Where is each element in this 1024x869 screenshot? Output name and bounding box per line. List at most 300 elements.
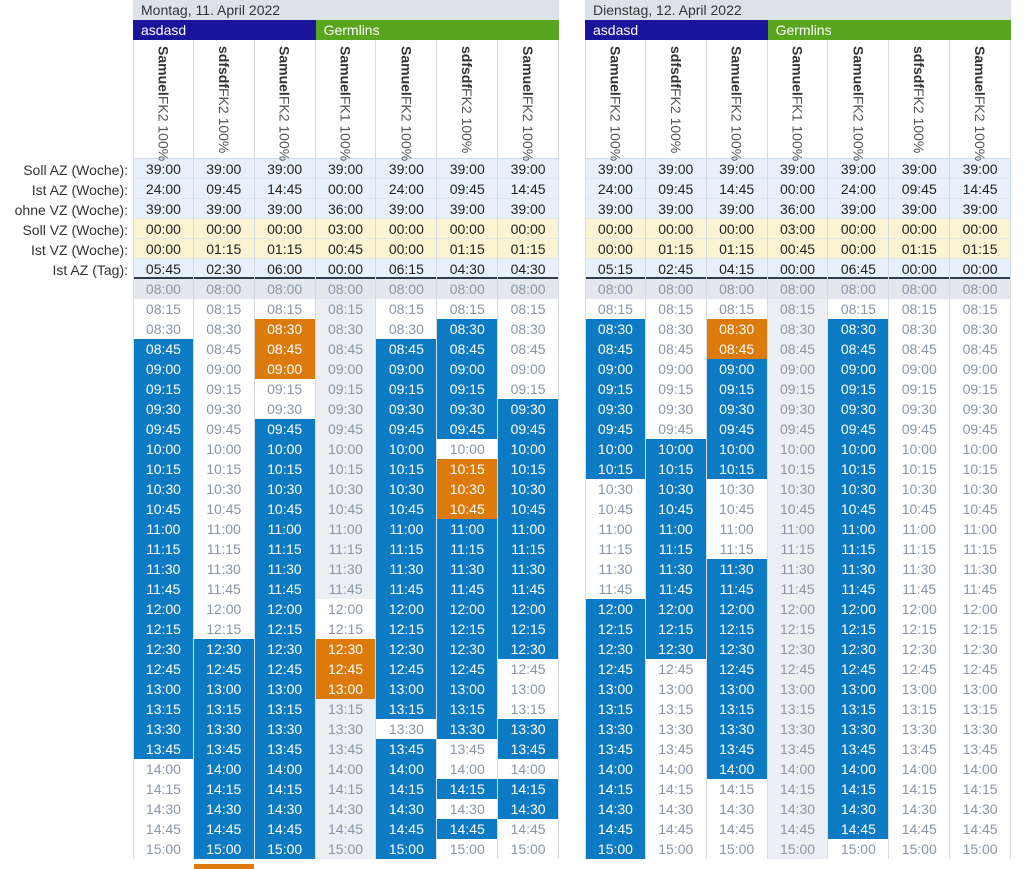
time-slot[interactable]: 08:15 — [828, 299, 888, 319]
time-slot[interactable]: 11:45 — [194, 579, 254, 599]
time-slot[interactable]: 14:15 — [498, 779, 558, 799]
time-slot[interactable]: 11:00 — [889, 519, 949, 539]
time-slot[interactable]: 14:00 — [707, 759, 767, 779]
time-slot[interactable]: 11:30 — [498, 559, 558, 579]
time-slot[interactable]: 12:45 — [194, 659, 254, 679]
time-slot[interactable]: 14:45 — [194, 819, 254, 839]
time-slot[interactable]: 10:15 — [889, 459, 949, 479]
time-slot[interactable]: 15:00 — [586, 839, 645, 859]
time-slot[interactable]: 11:15 — [950, 539, 1010, 559]
time-slot[interactable]: 08:15 — [376, 299, 436, 319]
time-slot[interactable]: 08:30 — [768, 319, 828, 339]
time-slot[interactable]: 13:45 — [194, 739, 254, 759]
time-slot[interactable]: 14:45 — [255, 819, 315, 839]
time-slot[interactable]: 13:45 — [376, 739, 436, 759]
time-slot[interactable]: 09:30 — [437, 399, 497, 419]
time-slot[interactable]: 10:00 — [646, 439, 706, 459]
time-slot[interactable]: 12:15 — [707, 619, 767, 639]
time-slot[interactable]: 08:45 — [950, 339, 1010, 359]
time-slot[interactable]: 15:00 — [437, 839, 497, 859]
time-slot[interactable]: 14:45 — [646, 819, 706, 839]
time-slot[interactable]: 12:00 — [376, 599, 436, 619]
time-slot[interactable]: 13:45 — [768, 739, 828, 759]
time-slot[interactable]: 13:45 — [316, 739, 376, 759]
time-slot[interactable]: 11:00 — [646, 519, 706, 539]
time-slot[interactable]: 08:30 — [707, 319, 767, 339]
time-slot[interactable]: 13:45 — [134, 739, 193, 759]
time-slot[interactable]: 08:30 — [316, 319, 376, 339]
time-slot[interactable]: 11:30 — [437, 559, 497, 579]
time-slot[interactable]: 13:30 — [586, 719, 645, 739]
time-slot[interactable]: 11:45 — [950, 579, 1010, 599]
time-slot[interactable]: 14:30 — [707, 799, 767, 819]
time-slot[interactable]: 11:30 — [316, 559, 376, 579]
time-slot[interactable]: 11:00 — [828, 519, 888, 539]
time-slot[interactable]: 14:30 — [586, 799, 645, 819]
time-slot[interactable]: 13:00 — [828, 679, 888, 699]
time-slot[interactable]: 10:00 — [498, 439, 558, 459]
time-slot[interactable]: 09:15 — [194, 379, 254, 399]
time-slot[interactable]: 10:45 — [889, 499, 949, 519]
time-slot[interactable]: 13:00 — [950, 679, 1010, 699]
time-slot[interactable]: 08:30 — [194, 319, 254, 339]
time-slot[interactable]: 10:45 — [134, 499, 193, 519]
time-slot[interactable]: 13:15 — [889, 699, 949, 719]
time-slot[interactable]: 08:00 — [316, 279, 376, 299]
time-slot[interactable]: 10:30 — [707, 479, 767, 499]
time-slot[interactable]: 11:45 — [498, 579, 558, 599]
time-slot[interactable]: 14:45 — [376, 819, 436, 839]
time-slot[interactable]: 14:45 — [586, 819, 645, 839]
time-slot[interactable]: 10:30 — [768, 479, 828, 499]
time-slot[interactable]: 13:30 — [646, 719, 706, 739]
time-slot[interactable]: 12:00 — [255, 599, 315, 619]
time-slot[interactable]: 11:30 — [646, 559, 706, 579]
time-slot[interactable]: 14:30 — [768, 799, 828, 819]
time-slot[interactable]: 09:30 — [707, 399, 767, 419]
time-slot[interactable]: 12:45 — [437, 659, 497, 679]
time-slot[interactable]: 08:30 — [134, 319, 193, 339]
time-slot[interactable]: 09:15 — [768, 379, 828, 399]
time-slot[interactable]: 13:15 — [828, 699, 888, 719]
time-slot[interactable]: 11:45 — [255, 579, 315, 599]
time-slot[interactable]: 08:15 — [194, 299, 254, 319]
time-slot[interactable]: 10:15 — [376, 459, 436, 479]
time-slot[interactable]: 11:30 — [950, 559, 1010, 579]
time-slot[interactable]: 12:45 — [768, 659, 828, 679]
time-slot[interactable]: 13:15 — [707, 699, 767, 719]
time-slot[interactable]: 13:00 — [316, 679, 376, 699]
time-slot[interactable]: 12:45 — [586, 659, 645, 679]
time-slot[interactable]: 09:15 — [134, 379, 193, 399]
time-slot[interactable]: 14:15 — [316, 779, 376, 799]
time-slot[interactable]: 11:15 — [316, 539, 376, 559]
time-slot[interactable]: 10:15 — [316, 459, 376, 479]
time-slot[interactable]: 13:45 — [255, 739, 315, 759]
time-slot[interactable]: 09:45 — [498, 419, 558, 439]
time-slot[interactable]: 09:30 — [316, 399, 376, 419]
time-slot[interactable]: 10:30 — [646, 479, 706, 499]
time-slot[interactable]: 13:15 — [316, 699, 376, 719]
time-slot[interactable]: 14:30 — [437, 799, 497, 819]
time-slot[interactable]: 11:30 — [889, 559, 949, 579]
time-slot[interactable]: 08:00 — [437, 279, 497, 299]
time-slot[interactable]: 08:45 — [437, 339, 497, 359]
time-slot[interactable]: 08:30 — [586, 319, 645, 339]
time-slot[interactable]: 12:15 — [646, 619, 706, 639]
time-slot[interactable]: 15:00 — [255, 839, 315, 859]
time-slot[interactable]: 12:45 — [646, 659, 706, 679]
time-slot[interactable]: 11:15 — [768, 539, 828, 559]
time-slot[interactable]: 10:00 — [768, 439, 828, 459]
time-slot[interactable]: 09:45 — [950, 419, 1010, 439]
employee-header[interactable] — [316, 40, 376, 162]
time-slot[interactable]: 12:15 — [828, 619, 888, 639]
time-slot[interactable]: 12:15 — [889, 619, 949, 639]
time-slot[interactable]: 13:45 — [889, 739, 949, 759]
time-slot[interactable]: 12:30 — [707, 639, 767, 659]
time-slot[interactable]: 12:00 — [316, 599, 376, 619]
time-slot[interactable]: 10:15 — [255, 459, 315, 479]
time-slot[interactable]: 11:00 — [255, 519, 315, 539]
time-slot[interactable]: 12:15 — [950, 619, 1010, 639]
time-slot[interactable]: 13:00 — [194, 679, 254, 699]
time-slot[interactable]: 14:30 — [194, 799, 254, 819]
time-slot[interactable]: 13:00 — [707, 679, 767, 699]
time-slot[interactable]: 13:00 — [498, 679, 558, 699]
time-slot[interactable]: 10:00 — [255, 439, 315, 459]
time-slot[interactable]: 08:00 — [828, 279, 888, 299]
time-slot[interactable]: 08:45 — [498, 339, 558, 359]
time-slot[interactable]: 09:30 — [376, 399, 436, 419]
time-slot[interactable]: 09:00 — [950, 359, 1010, 379]
employee-header[interactable] — [437, 40, 497, 159]
time-slot[interactable]: 13:30 — [768, 719, 828, 739]
time-slot[interactable]: 14:00 — [255, 759, 315, 779]
time-slot[interactable]: 12:15 — [134, 619, 193, 639]
time-slot[interactable]: 14:15 — [134, 779, 193, 799]
time-slot[interactable]: 13:30 — [376, 719, 436, 739]
time-slot[interactable]: 14:00 — [828, 759, 888, 779]
time-slot[interactable]: 14:15 — [950, 779, 1010, 799]
time-slot[interactable]: 08:15 — [437, 299, 497, 319]
time-slot[interactable]: 09:15 — [255, 379, 315, 399]
time-slot[interactable]: 10:15 — [950, 459, 1010, 479]
time-slot[interactable]: 14:30 — [646, 799, 706, 819]
time-slot[interactable]: 08:45 — [768, 339, 828, 359]
time-slot[interactable]: 14:30 — [255, 799, 315, 819]
time-slot[interactable]: 14:15 — [376, 779, 436, 799]
time-slot[interactable]: 09:30 — [950, 399, 1010, 419]
time-slot[interactable]: 09:00 — [707, 359, 767, 379]
time-slot[interactable]: 14:15 — [646, 779, 706, 799]
time-slot[interactable]: 13:30 — [498, 719, 558, 739]
time-slot[interactable]: 14:00 — [950, 759, 1010, 779]
time-slot[interactable]: 08:30 — [828, 319, 888, 339]
time-slot[interactable]: 11:30 — [768, 559, 828, 579]
time-slot[interactable]: 09:15 — [437, 379, 497, 399]
time-slot[interactable]: 10:00 — [828, 439, 888, 459]
time-slot[interactable]: 09:15 — [828, 379, 888, 399]
time-slot[interactable]: 13:15 — [646, 699, 706, 719]
time-slot[interactable]: 08:15 — [586, 299, 645, 319]
time-slot[interactable]: 08:30 — [498, 319, 558, 339]
time-slot[interactable]: 09:45 — [194, 419, 254, 439]
time-slot[interactable]: 14:15 — [194, 779, 254, 799]
time-slot[interactable]: 15:00 — [707, 839, 767, 859]
time-slot[interactable]: 12:00 — [498, 599, 558, 619]
time-slot[interactable]: 12:00 — [646, 599, 706, 619]
time-slot[interactable]: 08:00 — [498, 279, 558, 299]
time-slot[interactable]: 13:45 — [586, 739, 645, 759]
time-slot[interactable]: 10:15 — [768, 459, 828, 479]
time-slot[interactable]: 11:15 — [646, 539, 706, 559]
time-slot[interactable]: 12:00 — [134, 599, 193, 619]
time-slot[interactable]: 13:00 — [646, 679, 706, 699]
time-slot[interactable]: 12:00 — [707, 599, 767, 619]
time-slot[interactable]: 12:45 — [828, 659, 888, 679]
time-slot[interactable]: 08:15 — [255, 299, 315, 319]
time-slot[interactable]: 15:00 — [828, 839, 888, 859]
time-slot[interactable]: 08:15 — [768, 299, 828, 319]
time-slot[interactable]: 09:30 — [194, 399, 254, 419]
time-slot[interactable]: 08:00 — [646, 279, 706, 299]
time-slot[interactable]: 12:45 — [255, 659, 315, 679]
time-slot[interactable]: 10:00 — [889, 439, 949, 459]
time-slot[interactable]: 10:30 — [376, 479, 436, 499]
time-slot[interactable]: 12:45 — [376, 659, 436, 679]
employee-header[interactable] — [889, 40, 949, 159]
time-slot[interactable]: 10:15 — [134, 459, 193, 479]
time-slot[interactable]: 12:15 — [316, 619, 376, 639]
time-slot[interactable]: 14:45 — [134, 819, 193, 839]
time-slot[interactable]: 10:00 — [316, 439, 376, 459]
time-slot[interactable]: 11:15 — [498, 539, 558, 559]
employee-header[interactable] — [828, 40, 888, 162]
time-slot[interactable]: 12:00 — [437, 599, 497, 619]
time-slot[interactable]: 11:15 — [889, 539, 949, 559]
employee-header[interactable] — [707, 40, 767, 162]
time-slot[interactable]: 13:45 — [707, 739, 767, 759]
time-slot[interactable]: 09:00 — [889, 359, 949, 379]
time-slot[interactable]: 09:15 — [646, 379, 706, 399]
time-slot[interactable]: 09:45 — [828, 419, 888, 439]
time-slot[interactable]: 12:30 — [889, 639, 949, 659]
time-slot[interactable]: 12:30 — [134, 639, 193, 659]
time-slot[interactable]: 08:15 — [707, 299, 767, 319]
time-slot[interactable]: 08:00 — [194, 279, 254, 299]
time-slot[interactable]: 13:45 — [950, 739, 1010, 759]
time-slot[interactable]: 12:15 — [376, 619, 436, 639]
time-slot[interactable]: 10:15 — [828, 459, 888, 479]
time-slot[interactable]: 12:00 — [828, 599, 888, 619]
time-slot[interactable]: 09:45 — [255, 419, 315, 439]
time-slot[interactable]: 09:15 — [707, 379, 767, 399]
group-header-germlins[interactable]: Germlins — [768, 20, 1011, 40]
time-slot[interactable]: 11:15 — [134, 539, 193, 559]
time-slot[interactable]: 13:45 — [498, 739, 558, 759]
time-slot[interactable]: 12:45 — [134, 659, 193, 679]
time-slot[interactable]: 12:00 — [889, 599, 949, 619]
time-slot[interactable]: 10:30 — [889, 479, 949, 499]
time-slot[interactable]: 12:30 — [498, 639, 558, 659]
time-slot[interactable]: 11:30 — [707, 559, 767, 579]
time-slot[interactable]: 10:45 — [316, 499, 376, 519]
time-slot[interactable]: 12:30 — [950, 639, 1010, 659]
time-slot[interactable]: 10:45 — [768, 499, 828, 519]
time-slot[interactable]: 09:00 — [498, 359, 558, 379]
time-slot[interactable]: 10:45 — [498, 499, 558, 519]
time-slot[interactable]: 13:30 — [889, 719, 949, 739]
time-slot[interactable]: 08:00 — [707, 279, 767, 299]
time-slot[interactable]: 13:15 — [194, 699, 254, 719]
time-slot[interactable]: 11:15 — [586, 539, 645, 559]
employee-header[interactable] — [194, 40, 254, 159]
time-slot[interactable]: 09:30 — [889, 399, 949, 419]
time-slot[interactable]: 14:30 — [950, 799, 1010, 819]
time-slot[interactable]: 10:30 — [194, 479, 254, 499]
time-slot[interactable]: 11:15 — [376, 539, 436, 559]
time-slot[interactable]: 08:00 — [376, 279, 436, 299]
time-slot[interactable]: 14:15 — [707, 779, 767, 799]
time-slot[interactable]: 13:30 — [316, 719, 376, 739]
time-slot[interactable]: 14:45 — [828, 819, 888, 839]
time-slot[interactable]: 08:45 — [828, 339, 888, 359]
time-slot[interactable]: 11:45 — [828, 579, 888, 599]
time-slot[interactable]: 13:00 — [586, 679, 645, 699]
employee-header[interactable] — [134, 40, 193, 162]
time-slot[interactable]: 11:00 — [376, 519, 436, 539]
time-slot[interactable]: 14:30 — [376, 799, 436, 819]
time-slot[interactable]: 10:00 — [134, 439, 193, 459]
time-slot[interactable]: 10:30 — [316, 479, 376, 499]
time-slot[interactable]: 10:30 — [255, 479, 315, 499]
time-slot[interactable]: 10:30 — [437, 479, 497, 499]
time-slot[interactable]: 11:45 — [437, 579, 497, 599]
time-slot[interactable]: 09:15 — [586, 379, 645, 399]
time-slot[interactable]: 13:15 — [376, 699, 436, 719]
time-slot[interactable]: 13:00 — [376, 679, 436, 699]
time-slot[interactable]: 09:45 — [376, 419, 436, 439]
time-slot[interactable]: 11:30 — [194, 559, 254, 579]
time-slot[interactable]: 12:15 — [586, 619, 645, 639]
time-slot[interactable]: 14:45 — [498, 819, 558, 839]
time-slot[interactable]: 15:00 — [646, 839, 706, 859]
time-slot[interactable]: 09:45 — [707, 419, 767, 439]
time-slot[interactable]: 14:00 — [437, 759, 497, 779]
time-slot[interactable]: 08:45 — [707, 339, 767, 359]
time-slot[interactable]: 08:00 — [255, 279, 315, 299]
time-slot[interactable]: 09:30 — [768, 399, 828, 419]
time-slot[interactable]: 09:45 — [134, 419, 193, 439]
time-slot[interactable]: 08:45 — [194, 339, 254, 359]
time-slot[interactable]: 10:15 — [586, 459, 645, 479]
time-slot[interactable]: 14:45 — [889, 819, 949, 839]
time-slot[interactable]: 14:45 — [316, 819, 376, 839]
time-slot[interactable]: 09:45 — [316, 419, 376, 439]
time-slot[interactable]: 08:45 — [646, 339, 706, 359]
time-slot[interactable]: 08:30 — [437, 319, 497, 339]
time-slot[interactable]: 10:30 — [828, 479, 888, 499]
time-slot[interactable]: 08:30 — [255, 319, 315, 339]
time-slot[interactable]: 11:15 — [255, 539, 315, 559]
time-slot[interactable]: 13:30 — [194, 719, 254, 739]
time-slot[interactable]: 08:15 — [134, 299, 193, 319]
time-slot[interactable]: 09:30 — [646, 399, 706, 419]
time-slot[interactable]: 08:00 — [950, 279, 1010, 299]
time-slot[interactable]: 10:45 — [707, 499, 767, 519]
time-slot[interactable]: 09:00 — [828, 359, 888, 379]
time-slot[interactable]: 09:30 — [134, 399, 193, 419]
time-slot[interactable]: 14:45 — [437, 819, 497, 839]
time-slot[interactable]: 09:00 — [194, 359, 254, 379]
time-slot[interactable]: 09:00 — [255, 359, 315, 379]
time-slot[interactable]: 13:15 — [950, 699, 1010, 719]
time-slot[interactable]: 10:15 — [194, 459, 254, 479]
time-slot[interactable]: 09:00 — [316, 359, 376, 379]
time-slot[interactable]: 13:30 — [950, 719, 1010, 739]
time-slot[interactable]: 14:15 — [889, 779, 949, 799]
time-slot[interactable]: 13:45 — [646, 739, 706, 759]
time-slot[interactable]: 12:00 — [950, 599, 1010, 619]
time-slot[interactable]: 14:00 — [586, 759, 645, 779]
time-slot[interactable]: 12:30 — [194, 639, 254, 659]
time-slot[interactable]: 12:15 — [194, 619, 254, 639]
time-slot[interactable]: 13:15 — [134, 699, 193, 719]
time-slot[interactable]: 14:30 — [498, 799, 558, 819]
time-slot[interactable]: 14:00 — [498, 759, 558, 779]
time-slot[interactable]: 14:15 — [828, 779, 888, 799]
time-slot[interactable]: 11:30 — [828, 559, 888, 579]
time-slot[interactable]: 11:00 — [768, 519, 828, 539]
time-slot[interactable]: 10:15 — [437, 459, 497, 479]
employee-header[interactable] — [586, 40, 645, 162]
time-slot[interactable]: 09:30 — [498, 399, 558, 419]
time-slot[interactable]: 13:15 — [498, 699, 558, 719]
time-slot[interactable]: 10:00 — [586, 439, 645, 459]
time-slot[interactable]: 12:45 — [889, 659, 949, 679]
time-slot[interactable]: 13:00 — [255, 679, 315, 699]
time-slot[interactable]: 15:00 — [889, 839, 949, 859]
time-slot[interactable]: 14:00 — [134, 759, 193, 779]
time-slot[interactable]: 13:45 — [828, 739, 888, 759]
time-slot[interactable]: 14:30 — [889, 799, 949, 819]
time-slot[interactable]: 10:45 — [646, 499, 706, 519]
time-slot[interactable]: 13:45 — [437, 739, 497, 759]
time-slot[interactable]: 10:30 — [498, 479, 558, 499]
time-slot[interactable]: 10:15 — [707, 459, 767, 479]
time-slot[interactable]: 11:30 — [255, 559, 315, 579]
employee-header[interactable] — [950, 40, 1010, 162]
time-slot[interactable]: 12:45 — [950, 659, 1010, 679]
time-slot[interactable]: 11:45 — [134, 579, 193, 599]
time-slot[interactable]: 12:45 — [498, 659, 558, 679]
time-slot[interactable]: 08:45 — [586, 339, 645, 359]
time-slot[interactable]: 13:30 — [828, 719, 888, 739]
time-slot[interactable]: 13:30 — [437, 719, 497, 739]
time-slot[interactable]: 11:15 — [194, 539, 254, 559]
time-slot[interactable]: 14:45 — [950, 819, 1010, 839]
time-slot[interactable]: 13:00 — [437, 679, 497, 699]
time-slot[interactable]: 08:30 — [950, 319, 1010, 339]
time-slot[interactable]: 12:00 — [586, 599, 645, 619]
time-slot[interactable]: 10:00 — [707, 439, 767, 459]
time-slot[interactable]: 12:30 — [586, 639, 645, 659]
employee-header[interactable] — [646, 40, 706, 159]
time-slot[interactable]: 09:30 — [255, 399, 315, 419]
time-slot[interactable]: 13:15 — [255, 699, 315, 719]
time-slot[interactable]: 12:30 — [646, 639, 706, 659]
